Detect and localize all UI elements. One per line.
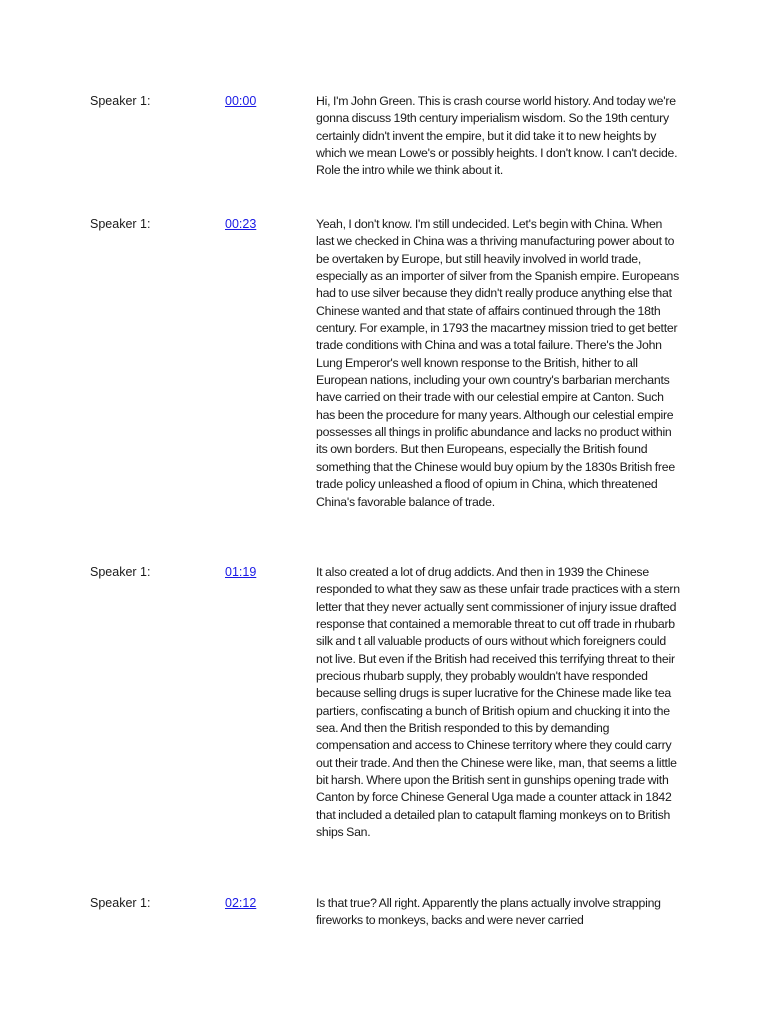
timestamp-link[interactable]: 01:19 [225,565,257,579]
speaker-label: Speaker 1: [90,896,151,910]
transcript-text: Hi, I'm John Green. This is crash course world history. And today we're gonna discuss 19th century imperialism wisdom. So the 19th century certainly didn't invent the empire, but it did take it to new heights by which we mean Lowe's or possibly heights. I don't know. I can't decide. Role the intro while we think about it. [316,94,678,178]
transcript-text: Yeah, I don't know. I'm still undecided. Let's begin with China. When last we checked in China was a thriving manufacturing power about to be overtaken by Europe, but still heavily involved in world trade, especially as an importer of silver from the Spanish empire. Europeans had to use silver because they didn't really produce anything else that Chinese wanted and that state of affairs continued through the 18th century. For example, in 1793 the macartney mission tried to get better trade conditions with China and was a total failure. There's the John Lung Emperor's well known response to the British, hither to all European nations, including your own country's barbarian merchants have carried on their trade with our celestial empire at Canton. Such has been the procedure for many years. Although our celestial empire possesses all things in prolific abundance and lacks no product within its own borders. But then Europeans, especially the British found something that the Chinese would buy opium by the 1830s British free trade policy unleashed a flood of opium in China, which threatened China's favorable balance of trade. [316,217,679,509]
timestamp-link[interactable]: 00:00 [225,94,257,108]
transcript-text: Is that true? All right. Apparently the plans actually involve strapping fireworks to monkeys, backs and were never carried [316,896,661,928]
speaker-label: Speaker 1: [90,217,151,231]
transcript-text: It also created a lot of drug addicts. And then in 1939 the Chinese responded to what they saw as these unfair trade practices with a stern letter that they never actually sent commissioner of injury issue drafted response that contained a memorable threat to cut off trade in rhubarb silk and t all valuable products of ours without which foreigners could not live. But even if the British had received this terrifying threat to their precious rhubarb supply, they probably wouldn't have responded because selling drugs is super lucrative for the Chinese made like tea partiers, confiscating a bunch of British opium and chucking it into the sea. And then the British responded to this by demanding compensation and access to Chinese territory where they could carry out their trade. And then the Chinese were like, man, that seems a little bit harsh. Where upon the British sent in gunships opening trade with Canton by force Chinese General Uga made a counter attack in 1842 that included a detailed plan to catapult flaming monkeys on to British ships San. [316,565,680,840]
timestamp-link[interactable]: 02:12 [225,896,257,910]
speaker-label: Speaker 1: [90,565,151,579]
timestamp-link[interactable]: 00:23 [225,217,257,231]
speaker-label: Speaker 1: [90,94,151,108]
